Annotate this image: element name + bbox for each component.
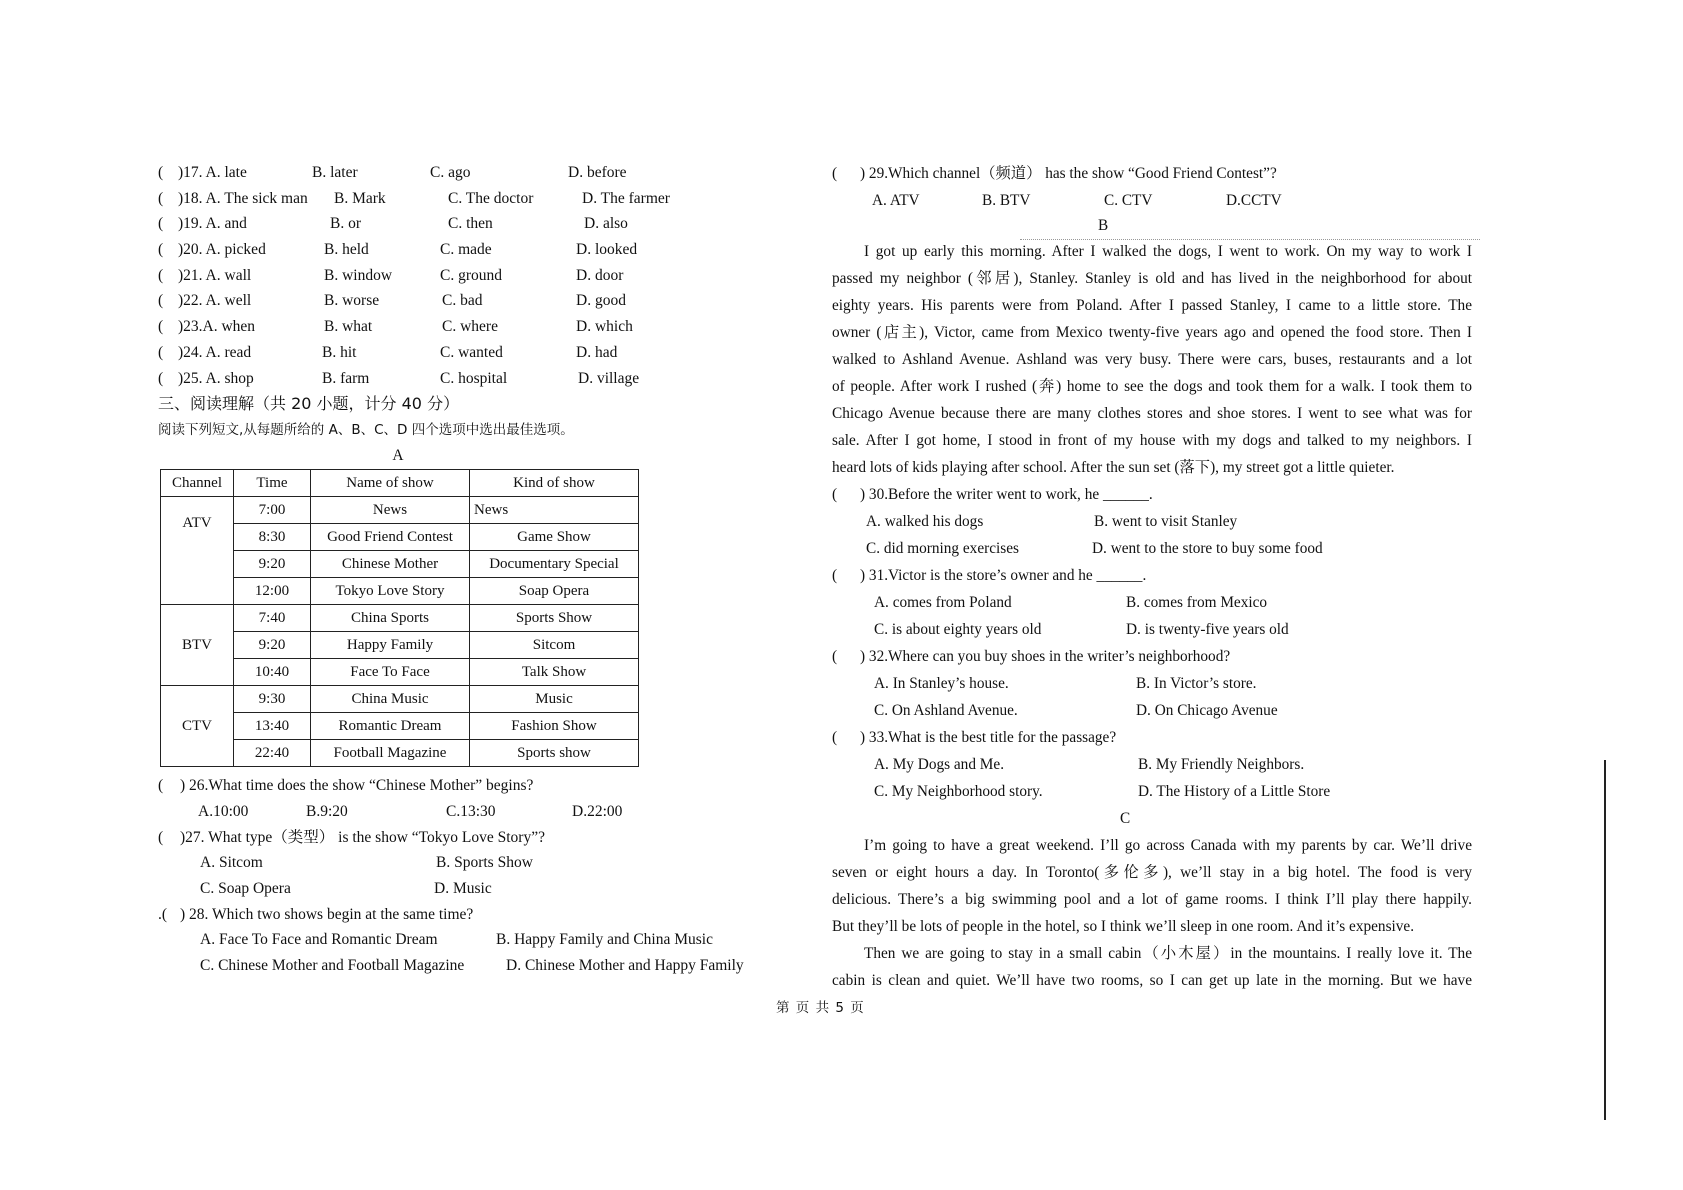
- kind-cell: Sports Show: [470, 605, 639, 632]
- header-name: Name of show: [311, 470, 470, 497]
- option-b: B. hit: [322, 343, 357, 361]
- option-c: C. The doctor: [448, 189, 534, 207]
- section-title: 三、阅读理解（共 20 小题，计分 40 分）: [158, 394, 460, 414]
- option-d: D. Chinese Mother and Happy Family: [506, 957, 744, 974]
- passage-line: cabin is clean and quiet. We’ll have two rooms, so I can get up late in the morning. But we have: [832, 972, 1472, 989]
- question-number-option-a: )24. A. read: [178, 343, 252, 361]
- question-number-option-a: )21. A. wall: [178, 266, 252, 284]
- option-a: A. ATV: [872, 192, 920, 209]
- passage-line: of people. After work I rushed (奔) home to see the dogs and took them for a walk. I took them to: [832, 378, 1472, 395]
- question-32: [832, 643, 1472, 670]
- passage-line: sale. After I got home, I stood in front of my house with my dogs and talked to my neighbors. I: [832, 432, 1472, 449]
- question-number-option-a: )23.A. when: [178, 318, 256, 336]
- option-b: B. farm: [322, 369, 370, 387]
- option-d: D.CCTV: [1226, 192, 1282, 209]
- option-c: C. Chinese Mother and Football Magazine: [200, 957, 465, 974]
- time-cell: 7:00: [234, 497, 311, 524]
- name-cell: Happy Family: [311, 632, 470, 659]
- answer-paren: (: [832, 729, 838, 746]
- question-31-options-cd: [832, 616, 1472, 643]
- option-c: C. My Neighborhood story.: [874, 783, 1043, 800]
- passage-line: I’m going to have a great weekend. I’ll go across Canada with my parents by car. We’ll drive: [864, 837, 1472, 854]
- option-d: D. Music: [434, 879, 492, 897]
- question-31-options-ab: [832, 589, 1472, 616]
- answer-paren: (: [158, 828, 164, 846]
- header-channel: Channel: [161, 470, 234, 497]
- kind-cell: Talk Show: [470, 659, 639, 686]
- passage-b: [832, 238, 1472, 481]
- time-cell: 9:20: [234, 551, 311, 578]
- option-d: D. is twenty-five years old: [1126, 621, 1289, 638]
- option-c: C. On Ashland Avenue.: [874, 702, 1018, 719]
- option-c: C. Soap Opera: [200, 879, 291, 897]
- answer-paren: (: [158, 164, 164, 181]
- question-32-options-cd: [832, 697, 1472, 724]
- header-kind: Kind of show: [470, 470, 639, 497]
- option-a: A. comes from Poland: [874, 594, 1012, 611]
- question-stem: ) 29.Which channel（频道） has the show “Good Friend Contest”?: [860, 165, 1277, 182]
- cloze-question-25: [158, 366, 748, 392]
- question-stem: ) 26.What time does the show “Chinese Mother” begins?: [180, 777, 534, 795]
- passage-line: heard lots of kids playing after school. After the sun set (落下), my street got a little quieter.: [832, 459, 1395, 476]
- answer-paren: (: [158, 318, 164, 336]
- passage-c: [832, 832, 1472, 994]
- question-stem: ) 32.Where can you buy shoes in the writer’s neighborhood?: [860, 648, 1231, 665]
- answer-paren: .(: [158, 905, 168, 923]
- answer-paren: (: [158, 189, 164, 207]
- cloze-question-22: [158, 288, 748, 314]
- name-cell: News: [311, 497, 470, 524]
- cloze-question-19: [158, 211, 748, 237]
- option-a: A. Sitcom: [200, 854, 263, 872]
- cloze-question-list: [158, 160, 748, 391]
- passage-line: Then we are going to stay in a small cabin（小木屋）in the mountains. I really love it. The: [864, 945, 1472, 962]
- option-b: B. went to visit Stanley: [1094, 513, 1238, 530]
- option-c: C. where: [442, 318, 498, 336]
- section-instruction: 阅读下列短文,从每题所给的 A、B、C、D 四个选项中选出最佳选项。: [158, 422, 574, 439]
- time-cell: 9:20: [234, 632, 311, 659]
- question-number-option-a: )19. A. and: [178, 215, 247, 233]
- question-stem: ) 33.What is the best title for the passage?: [860, 729, 1117, 746]
- table-body: [161, 497, 639, 767]
- question-28-options-cd: [158, 953, 748, 979]
- tv-schedule-table: [160, 469, 639, 767]
- name-cell: Football Magazine: [311, 740, 470, 767]
- question-30: [832, 481, 1472, 508]
- table-row: [161, 605, 639, 632]
- kind-cell: Fashion Show: [470, 713, 639, 740]
- kind-cell: Music: [470, 686, 639, 713]
- question-28: [158, 902, 748, 928]
- option-a: A.10:00: [198, 802, 249, 820]
- name-cell: Romantic Dream: [311, 713, 470, 740]
- table-row: [161, 686, 639, 713]
- name-cell: Chinese Mother: [311, 551, 470, 578]
- time-cell: 9:30: [234, 686, 311, 713]
- name-cell: Good Friend Contest: [311, 524, 470, 551]
- answer-paren: (: [158, 266, 164, 284]
- passage-line: I got up early this morning. After I walked the dogs, I went to work. On my way to work I: [864, 243, 1472, 260]
- page-footer: 第 页 共 5 页: [776, 1000, 865, 1016]
- option-c: C. made: [440, 241, 492, 259]
- passage-line: passed my neighbor (邻居), Stanley. Stanley is old and has lived in the neighborhood for about: [832, 270, 1472, 287]
- time-cell: 12:00: [234, 578, 311, 605]
- name-cell: China Music: [311, 686, 470, 713]
- kind-cell: Documentary Special: [470, 551, 639, 578]
- time-cell: 10:40: [234, 659, 311, 686]
- name-cell: Face To Face: [311, 659, 470, 686]
- channel-cell: BTV: [161, 605, 234, 686]
- question-33: [832, 724, 1472, 751]
- cloze-question-24: [158, 340, 748, 366]
- question-stem: ) 28. Which two shows begin at the same time?: [180, 905, 474, 923]
- option-d: D. village: [578, 369, 640, 387]
- option-d: D.22:00: [572, 802, 623, 820]
- passage-b-label-row: [832, 214, 1472, 238]
- option-d: D. good: [576, 292, 626, 310]
- time-cell: 8:30: [234, 524, 311, 551]
- option-d: D. looked: [576, 241, 638, 259]
- answer-paren: (: [832, 165, 838, 182]
- question-33-options-cd: [832, 778, 1472, 805]
- right-column: [832, 160, 1472, 994]
- question-stem: )27. What type（类型） is the show “Tokyo Love Story”?: [180, 828, 545, 846]
- time-cell: 13:40: [234, 713, 311, 740]
- question-32-options-ab: [832, 670, 1472, 697]
- option-c: C. then: [448, 215, 493, 233]
- passage-c-label: C: [1120, 810, 1131, 827]
- option-b: B. Mark: [334, 189, 386, 207]
- channel-cell: CTV: [161, 686, 234, 767]
- cloze-question-23: [158, 314, 748, 340]
- answer-paren: (: [158, 777, 164, 795]
- option-b: B. In Victor’s store.: [1136, 675, 1257, 692]
- option-b: B. or: [330, 215, 361, 233]
- option-d: D. went to the store to buy some food: [1092, 540, 1323, 557]
- option-b: B. later: [312, 164, 358, 181]
- question-31: [832, 562, 1472, 589]
- cloze-question-21: [158, 263, 748, 289]
- option-a: A. Face To Face and Romantic Dream: [200, 931, 438, 949]
- question-stem: ) 30.Before the writer went to work, he ______.: [860, 486, 1153, 503]
- question-27: [158, 825, 748, 851]
- channel-cell: ATV: [161, 497, 234, 605]
- time-cell: 22:40: [234, 740, 311, 767]
- kind-cell: Game Show: [470, 524, 639, 551]
- question-26: [158, 773, 748, 799]
- passage-line: delicious. There’s a big swimming pool and a lot of game rooms. I think I’ll play there happily.: [832, 891, 1472, 908]
- option-b: B. BTV: [982, 192, 1031, 209]
- question-stem: ) 31.Victor is the store’s owner and he ______.: [860, 567, 1147, 584]
- passage-line: seven or eight hours a day. In Toronto(多伦多), we’ll stay in a big hotel. The food is very: [832, 864, 1472, 881]
- option-b: B. held: [324, 241, 369, 259]
- question-33-options-ab: [832, 751, 1472, 778]
- question-number-option-a: )22. A. well: [178, 292, 252, 310]
- question-number-option-a: )18. A. The sick man: [178, 189, 308, 207]
- question-29-options: [832, 187, 1472, 214]
- option-c: C. ago: [430, 164, 471, 181]
- passage-a-label: A: [392, 447, 404, 465]
- question-27-options-cd: [158, 876, 748, 902]
- passage-line: walked to Ashland Avenue. Ashland was very busy. There were cars, buses, restaurants and a lot: [832, 351, 1472, 368]
- option-b: B. what: [324, 318, 373, 336]
- option-b: B. worse: [324, 292, 380, 310]
- question-number-option-a: )20. A. picked: [178, 241, 266, 259]
- name-cell: China Sports: [311, 605, 470, 632]
- kind-cell: Soap Opera: [470, 578, 639, 605]
- kind-cell: Sitcom: [470, 632, 639, 659]
- option-d: D. before: [568, 164, 627, 181]
- option-d: D. also: [584, 215, 628, 233]
- dotted-divider: [1020, 239, 1480, 240]
- option-c: C. ground: [440, 266, 502, 284]
- option-d: D. door: [576, 266, 624, 284]
- option-a: A. My Dogs and Me.: [874, 756, 1005, 773]
- answer-paren: (: [832, 567, 838, 584]
- option-d: D. The History of a Little Store: [1138, 783, 1331, 800]
- question-26-options: [158, 799, 748, 825]
- option-b: B.9:20: [306, 802, 348, 820]
- answer-paren: (: [158, 241, 164, 259]
- question-29: [832, 160, 1472, 187]
- question-28-options-ab: [158, 927, 748, 953]
- option-c: C. did morning exercises: [866, 540, 1019, 557]
- table-row: [161, 497, 639, 524]
- cloze-question-17: [158, 160, 748, 186]
- left-column: [158, 160, 748, 979]
- option-d: D. On Chicago Avenue: [1136, 702, 1278, 719]
- table-header-row: [161, 470, 639, 497]
- answer-paren: (: [832, 486, 838, 503]
- header-time: Time: [234, 470, 311, 497]
- answer-paren: (: [158, 343, 164, 361]
- cloze-question-18: [158, 186, 748, 212]
- option-c: C. CTV: [1104, 192, 1153, 209]
- time-cell: 7:40: [234, 605, 311, 632]
- option-b: B. window: [324, 266, 393, 284]
- question-number-option-a: )25. A. shop: [178, 369, 254, 387]
- option-c: C. wanted: [440, 343, 503, 361]
- question-30-options-ab: [832, 508, 1472, 535]
- option-a: A. walked his dogs: [866, 513, 984, 530]
- question-number-option-a: )17. A. late: [178, 164, 247, 181]
- scan-margin-line: [1604, 760, 1606, 1120]
- answer-paren: (: [158, 292, 164, 310]
- passage-line: But they’ll be lots of people in the hotel, so I think we’ll sleep in one room. And it’s expensive.: [832, 918, 1415, 935]
- passage-c-label-row: [832, 805, 1472, 832]
- passage-line: eighty years. His parents were from Poland. After I passed Stanley, I came to a little store. The: [832, 297, 1472, 314]
- answer-paren: (: [158, 215, 164, 233]
- option-b: B. Sports Show: [436, 854, 533, 872]
- cloze-question-20: [158, 237, 748, 263]
- option-b: B. My Friendly Neighbors.: [1138, 756, 1305, 773]
- question-30-options-cd: [832, 535, 1472, 562]
- answer-paren: (: [832, 648, 838, 665]
- option-d: D. which: [576, 318, 633, 336]
- passage-b-label: B: [1098, 217, 1109, 234]
- passage-line: Chicago Avenue because there are many clothes stores and shoe stores. I went to see what was for: [832, 405, 1472, 422]
- answer-paren: (: [158, 369, 164, 387]
- kind-cell: Sports show: [470, 740, 639, 767]
- option-d: D. The farmer: [582, 189, 670, 207]
- option-d: D. had: [576, 343, 618, 361]
- option-c: C. hospital: [440, 369, 508, 387]
- passage-line: owner (店主), Victor, came from Mexico twenty-five years ago and opened the food store. Then I: [832, 324, 1472, 341]
- question-27-options-ab: [158, 850, 748, 876]
- option-a: A. In Stanley’s house.: [874, 675, 1009, 692]
- kind-cell: News: [470, 497, 639, 524]
- option-b: B. comes from Mexico: [1126, 594, 1268, 611]
- option-c: C. is about eighty years old: [874, 621, 1042, 638]
- option-c: C.13:30: [446, 802, 496, 820]
- option-b: B. Happy Family and China Music: [496, 931, 713, 949]
- name-cell: Tokyo Love Story: [311, 578, 470, 605]
- option-c: C. bad: [442, 292, 483, 310]
